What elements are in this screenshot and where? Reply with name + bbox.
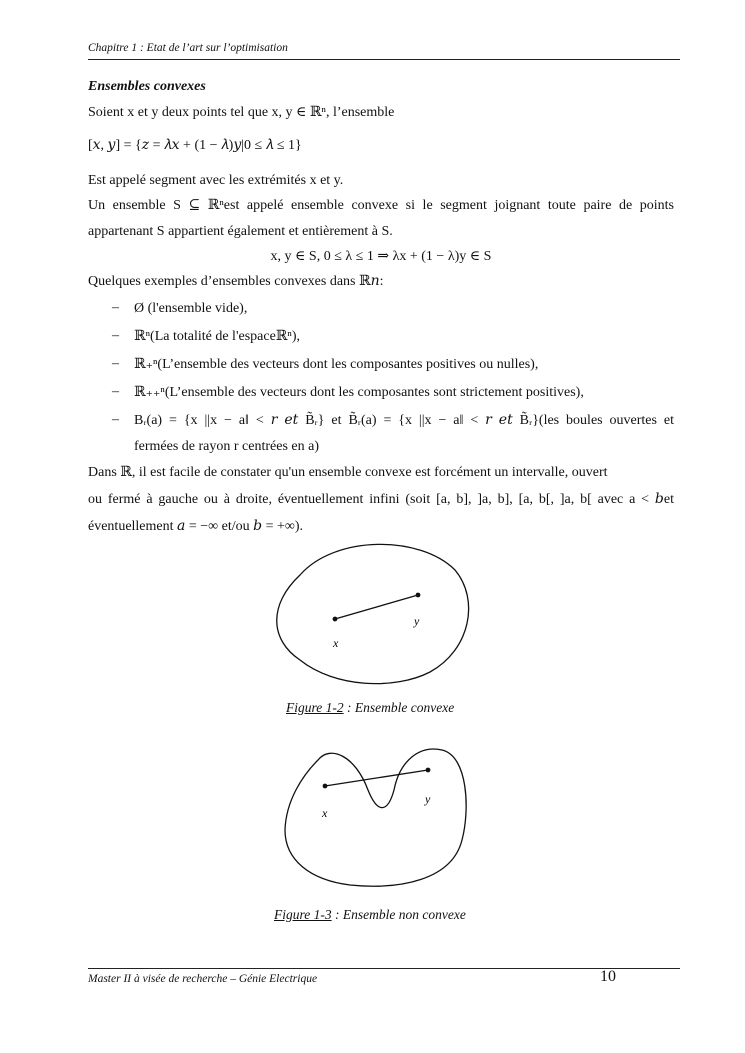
convex-set-figure xyxy=(277,544,469,683)
point-x xyxy=(333,617,338,622)
bullet-dash: – xyxy=(112,384,119,399)
convex-set-boundary xyxy=(277,544,469,683)
page-header: Chapitre 1 : Etat de l’art sur l’optimisation xyxy=(88,42,288,54)
text-line: Soient x et y deux points tel que x, y ∈ ℝⁿ, l’ensemble xyxy=(88,105,395,120)
footer-text: Master II à visée de recherche – Génie Electrique xyxy=(88,973,318,985)
figure-caption xyxy=(286,700,454,716)
label-y: y xyxy=(414,614,420,628)
nonconvex-set-figure xyxy=(285,749,466,886)
figure-number: Figure 1-2 xyxy=(286,700,344,715)
text-line: appartenant S appartient également et entièrement à S. xyxy=(88,224,393,239)
bullet-dash: – xyxy=(112,356,119,371)
formula-convexity: x, y ∈ S, 0 ≤ λ ≤ 1 ⇒ λx + (1 − λ)y ∈ S xyxy=(270,249,492,264)
figure-number: Figure 1-3 xyxy=(274,907,332,922)
point-x xyxy=(323,784,328,789)
bullet-item: ℝ₊₊ⁿ(L’ensemble des vecteurs dont les composantes sont strictement positives), xyxy=(134,385,584,400)
figure-caption-text: : Ensemble convexe xyxy=(343,700,455,715)
page-number: 10 xyxy=(600,968,616,985)
bullet-dash: – xyxy=(112,412,119,427)
text-line: éventuellement 𝑎 = −∞ et/ou 𝑏 = +∞). xyxy=(88,519,304,534)
label-x: x xyxy=(333,636,339,650)
bullet-continuation: fermées de rayon r centrées en a) xyxy=(134,439,320,454)
text-line: Dans ℝ, il est facile de constater qu'un ensemble convexe est forcément un intervalle, ouvert xyxy=(88,465,608,480)
point-y xyxy=(416,593,421,598)
figure-caption xyxy=(274,907,466,923)
segment-line xyxy=(325,770,428,786)
bullet-item: ℝⁿ(La totalité de l'espaceℝⁿ), xyxy=(134,329,300,344)
bullet-item: ℝ₊ⁿ(L’ensemble des vecteurs dont les composantes positives ou nulles), xyxy=(134,357,539,372)
bullet-item: Ø (l'ensemble vide), xyxy=(134,301,248,316)
text-line: Quelques exemples d’ensembles convexes dans ℝ𝑛: xyxy=(88,274,384,289)
text-line: ou fermé à gauche ou à droite, éventuellement infini (soit [a, b], ]a, b], [a, b[, ]a, b[ avec a < 𝑏et xyxy=(88,492,674,507)
segment-line xyxy=(335,595,418,619)
formula-segment: [𝑥, 𝑦] = {𝑧 = 𝜆𝑥 + (1 − 𝜆)𝑦|0 ≤ 𝜆 ≤ 1} xyxy=(88,138,302,153)
bullet-dash: – xyxy=(112,328,119,343)
text-line: Un ensemble S ⊆ ℝⁿest appelé ensemble convexe si le segment joignant toute paire de points xyxy=(88,198,674,213)
label-y: y xyxy=(425,792,431,806)
footer-rule xyxy=(88,968,680,969)
label-x: x xyxy=(322,806,328,820)
nonconvex-set-boundary xyxy=(285,749,466,886)
text-line: Est appelé segment avec les extrémités x et y. xyxy=(88,173,344,188)
point-y xyxy=(426,768,431,773)
bullet-dash: – xyxy=(112,300,119,315)
bullet-item: Bᵣ(a) = {x ||x − a‖ < 𝑟 𝑒𝑡 B̃ᵣ} et B̃ᵣ(a) = {x ||x − a‖ < 𝑟 𝑒𝑡 B̃ᵣ}(les boules ouvertes et xyxy=(134,413,674,428)
section-title: Ensembles convexes xyxy=(88,79,206,94)
figure-caption-text: : Ensemble non convexe xyxy=(331,907,466,922)
